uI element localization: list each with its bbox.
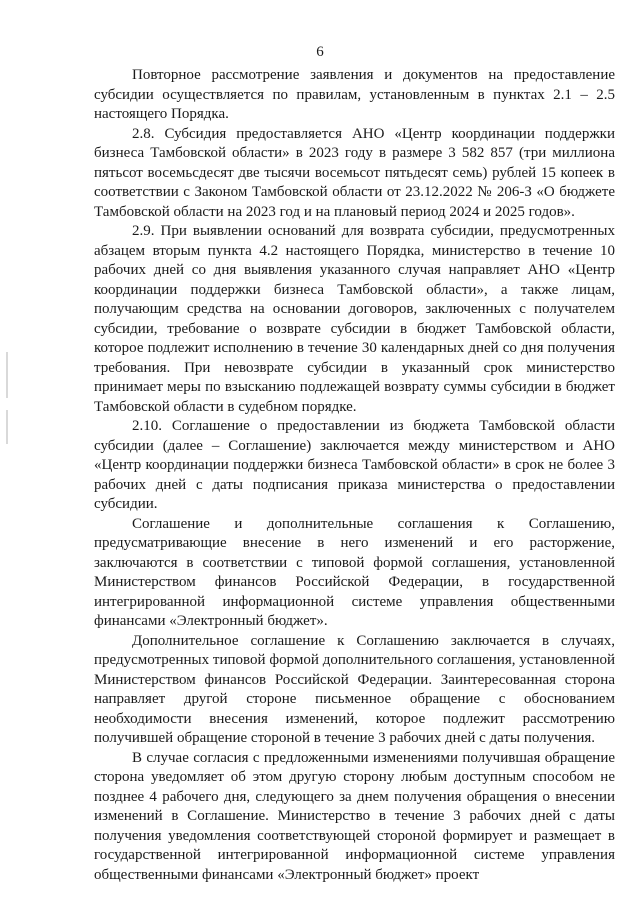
scan-margin-mark: [6, 410, 8, 444]
paragraph-agreement-amendments: Соглашение и дополнительные соглашения к Соглашению, предусматривающие внесение в него изменений и его расторжение, заключаются в соответствии с типовой формой соглашения, установленной Министерством финансов Российской Федерации, в государственной интегрированной информационной системе управления общественными финансами «Электронный бюджет».: [94, 515, 615, 629]
scan-margin-mark: [6, 352, 8, 398]
paragraph-review-rules: Повторное рассмотрение заявления и документов на предоставление субсидии осуществляется по правилам, установленным в пунктах 2.1 – 2.5 настоящего Порядка.: [94, 67, 615, 122]
paragraph-2-10-agreement: 2.10. Соглашение о предоставлении из бюджета Тамбовской области субсидии (далее – Соглашение) заключается между министерством и АНО «Центр координации поддержки бизнеса Тамбовской области» в срок не более 3 рабочих дней с даты подписания приказа министерства о предоставлении субсидии.: [94, 418, 615, 512]
page-number: 6: [316, 44, 324, 60]
paragraph-additional-agreement: Дополнительное соглашение к Соглашению заключается в случаях, предусмотренных типовой формой дополнительного соглашения, установленной Министерством финансов Российской Федерации. Заинтересованная сторона направляет другой стороне письменное обращение с обоснованием необходимости внесения изменений, которое подлежит рассмотрению получившей обращение стороной в течение 3 рабочих дней с даты получения.: [94, 632, 615, 746]
paragraph-2-9-subsidy-return: 2.9. При выявлении оснований для возврата субсидии, предусмотренных абзацем вторым пункта 4.2 настоящего Порядка, министерство в течение 10 рабочих дней со дня выявления указанного случая направляет АНО «Центр координации поддержки бизнеса Тамбовской области», а также лицам, получающим средства на основании договоров, заключенных с получателем субсидии, требование о возврате субсидии в бюджет Тамбовской области, которое подлежит исполнению в течение 30 календарных дней со дня получения требования. При невозврате субсидии в указанный срок министерство принимает меры по взысканию подлежащей возврату суммы субсидии в бюджет Тамбовской области в судебном порядке.: [94, 223, 615, 415]
paragraph-consent-procedure: В случае согласия с предложенными изменениями получившая обращение сторона уведомляет об этом другую сторону любым доступным способом не позднее 4 рабочего дня, следующего за днем получения обращения о внесении изменений в Соглашение. Министерство в течение 3 рабочих дней с даты получения уведомления соответствующей стороной формирует и размещает в государственной интегрированной информационной системе управления общественными финансами «Электронный бюджет» проект: [94, 749, 615, 883]
document-body: [94, 66, 615, 885]
paragraph-2-8-subsidy-amount: 2.8. Субсидия предоставляется АНО «Центр координации поддержки бизнеса Тамбовской области» в 2023 году в размере 3 582 857 (три миллиона пятьсот восемьсдесят две тысячи восемьсот пятьдесят семь) рублей 15 копеек в соответствии с Законом Тамбовской области от 23.12.2022 № 206-З «О бюджете Тамбовской области на 2023 год и на плановый период 2024 и 2025 годов».: [94, 125, 615, 220]
